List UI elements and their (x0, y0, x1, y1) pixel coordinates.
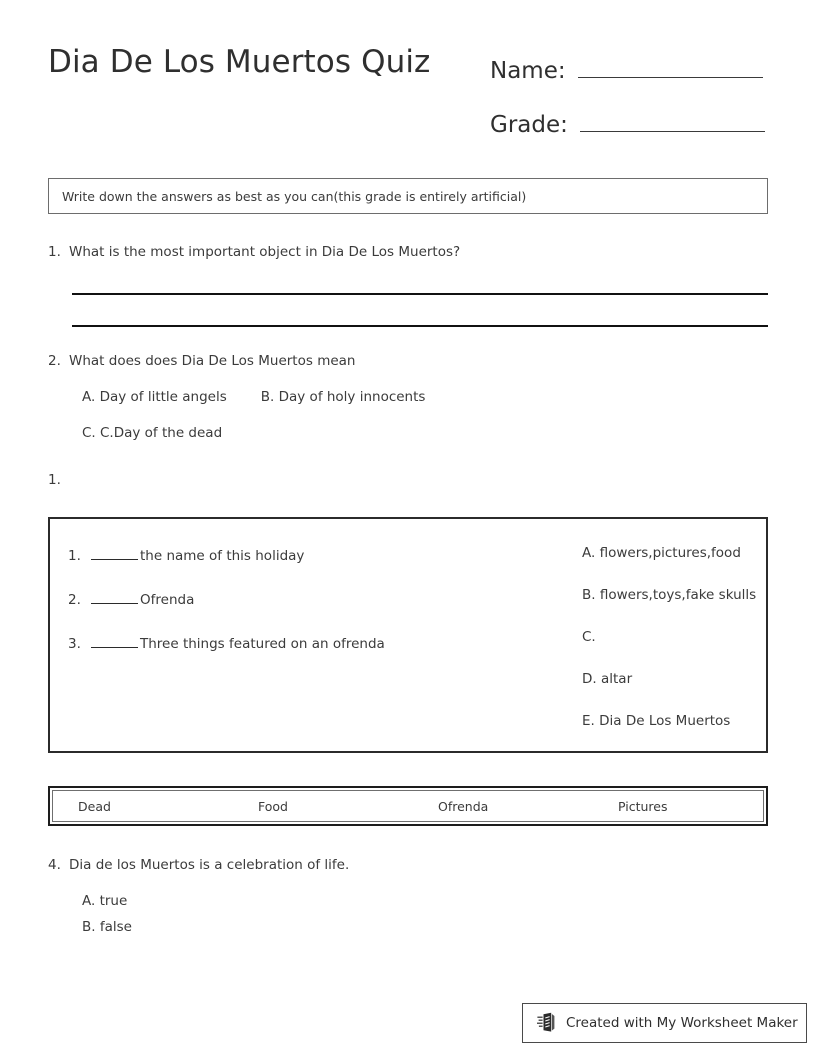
page-title: Dia De Los Muertos Quiz (48, 44, 431, 80)
matching-item-blank[interactable] (91, 545, 138, 560)
grade-field-input[interactable] (580, 105, 765, 132)
name-field-label: Name: (490, 58, 566, 84)
name-field-input[interactable] (578, 51, 763, 78)
question-3 (48, 472, 768, 488)
question-1 (48, 244, 768, 260)
matching-item (68, 633, 518, 677)
matching-item (68, 589, 518, 633)
word-bank-box (48, 786, 768, 826)
question-1-answer-line-2[interactable] (72, 325, 768, 327)
word-bank-item[interactable]: Dead (78, 798, 111, 814)
question-4-option-b[interactable]: B. false (82, 919, 132, 935)
question-1-text: What is the most important object in Dia De Los Muertos? (69, 244, 461, 260)
question-1-number: 1. (48, 244, 61, 260)
question-2-number: 2. (48, 353, 61, 369)
question-2-options-row-2 (82, 425, 222, 441)
worksheet-header (48, 44, 768, 154)
question-2-options (82, 389, 425, 405)
matching-item-number: 1. (68, 548, 81, 564)
footer-attribution-badge (522, 1003, 807, 1043)
matching-item-blank[interactable] (91, 589, 138, 604)
question-2 (48, 353, 768, 369)
instruction-box (48, 178, 768, 214)
matching-item-label: Three things featured on an ofrenda (140, 636, 385, 652)
matching-option-a[interactable]: A. flowers,pictures,food (582, 545, 741, 561)
instruction-text: Write down the answers as best as you can(this grade is entirely artificial) (62, 188, 527, 204)
question-3-number: 1. (48, 472, 61, 488)
matching-option-b[interactable]: B. flowers,toys,fake skulls (582, 587, 757, 603)
question-2-option-a[interactable]: A. Day of little angels (82, 389, 227, 405)
matching-right-column (582, 545, 762, 755)
question-2-text: What does does Dia De Los Muertos mean (69, 353, 356, 369)
question-2-option-c[interactable]: C. C.Day of the dead (82, 425, 223, 441)
footer-attribution-text: Created with My Worksheet Maker (566, 1015, 798, 1031)
matching-item-label: Ofrenda (140, 592, 195, 608)
question-2-option-b[interactable]: B. Day of holy innocents (260, 389, 426, 405)
matching-option-e[interactable]: E. Dia De Los Muertos (582, 713, 731, 729)
word-bank-item[interactable]: Pictures (618, 798, 668, 814)
question-4-option-a[interactable]: A. true (82, 893, 128, 909)
matching-exercise-box (48, 517, 768, 753)
grade-field-row (490, 105, 765, 138)
matching-item-label: the name of this holiday (140, 548, 305, 564)
question-4-number: 4. (48, 857, 61, 873)
question-1-answer-line-1[interactable] (72, 293, 768, 295)
question-4-option-a-row (82, 893, 127, 909)
matching-item (68, 545, 518, 589)
matching-item-number: 3. (68, 636, 81, 652)
word-bank-item[interactable]: Food (258, 798, 288, 814)
word-bank-item[interactable]: Ofrenda (438, 798, 489, 814)
grade-field-label: Grade: (490, 112, 568, 138)
question-4-option-b-row (82, 919, 132, 935)
matching-option-c[interactable]: C. (582, 629, 596, 645)
matching-item-blank[interactable] (91, 633, 138, 648)
question-4 (48, 857, 768, 873)
matching-option-d[interactable]: D. altar (582, 671, 633, 687)
matching-left-column (68, 545, 518, 677)
name-field-row (490, 51, 763, 84)
question-4-text: Dia de los Muertos is a celebration of life. (69, 857, 350, 873)
worksheet-pencil-icon (537, 1012, 557, 1034)
matching-item-number: 2. (68, 592, 81, 608)
